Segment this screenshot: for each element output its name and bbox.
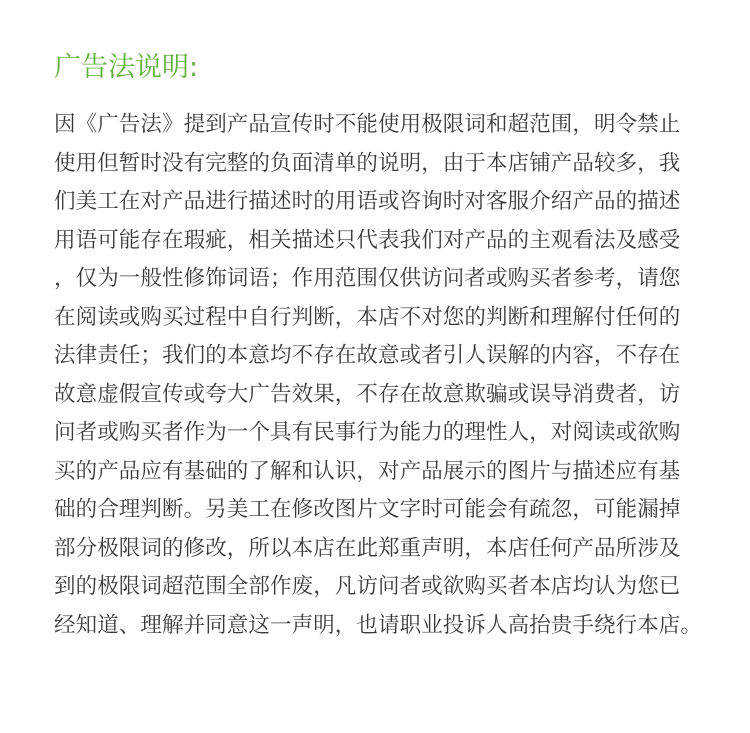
notice-line-7: 法律责任；我们的本意均不存在故意或者引人误解的内容，不存在 (54, 343, 681, 368)
notice-line-12: 部分极限词的修改，所以本店在此郑重声明，本店任何产品所涉及 (54, 535, 681, 561)
ad-law-notice (54, 48, 724, 645)
notice-body (54, 106, 724, 645)
notice-title: 广告法说明: (54, 52, 199, 83)
notice-line-13: 到的极限词超范围全部作废，凡访问者或欲购买者本店均认为您已 (54, 574, 681, 599)
notice-line-4: 用语可能存在瑕疵，相关描述只代表我们对产品的主观看法及感受 (54, 227, 681, 253)
notice-line-9: 问者或购买者作为一个具有民事行为能力的理性人，对阅读或欲购 (54, 420, 681, 445)
notice-line-10: 买的产品应有基础的了解和认识，对产品展示的图片与描述应有基 (54, 458, 681, 484)
notice-line-14: 经知道、理解并同意这一声明，也请职业投诉人高抬贵手绕行本店。 (54, 612, 703, 638)
notice-line-6: 在阅读或购买过程中自行判断，本店不对您的判断和理解付任何的 (54, 304, 681, 330)
notice-line-1: 因《广告法》提到产品宣传时不能使用极限词和超范围，明令禁止 (54, 112, 681, 137)
notice-line-2: 使用但暂时没有完整的负面清单的说明，由于本店铺产品较多，我 (54, 150, 681, 176)
notice-line-11: 础的合理判断。另美工在修改图片文字时可能会有疏忽，可能漏掉 (54, 497, 681, 522)
notice-line-8: 故意虚假宣传或夸大广告效果，不存在故意欺骗或误导消费者，访 (54, 381, 681, 407)
notice-line-3: 们美工在对产品进行描述时的用语或咨询时对客服介绍产品的描述 (54, 189, 681, 214)
notice-line-5: ，仅为一般性修饰词语；作用范围仅供访问者或购买者参考，请您 (54, 266, 681, 291)
